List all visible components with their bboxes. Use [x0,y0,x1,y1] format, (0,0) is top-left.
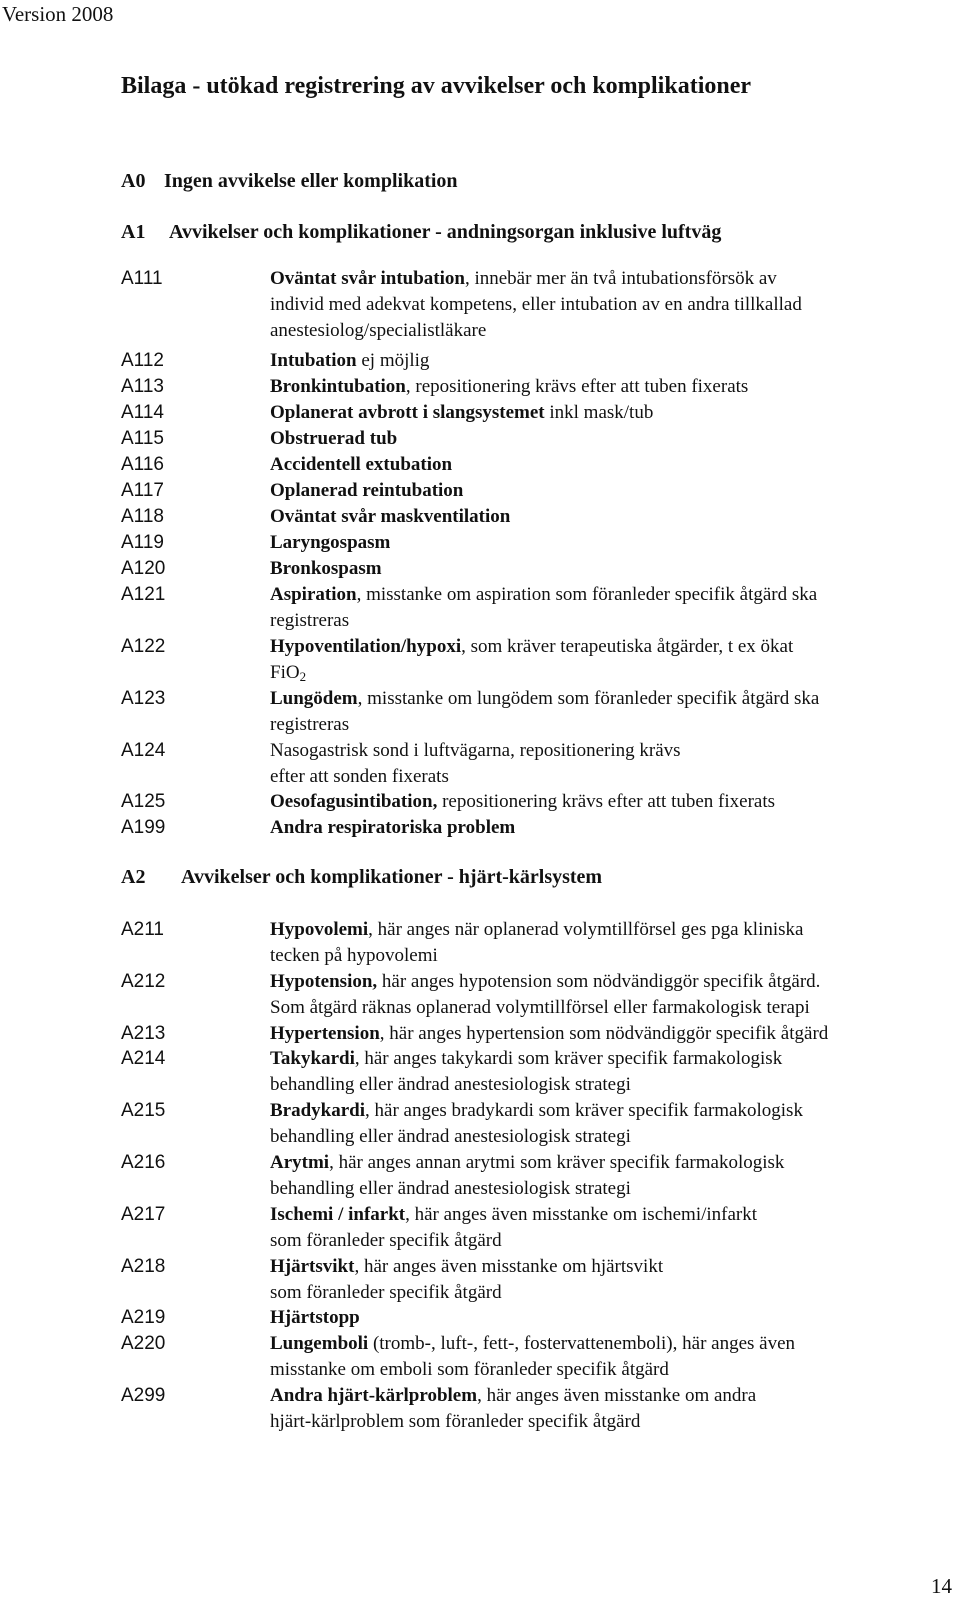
item-description [270,917,950,969]
item-continuation: registreras [270,714,350,735]
item-code: A218 [121,1256,166,1277]
item-description [270,1098,950,1150]
section-title: Avvikelser och komplikationer - hjärt-kärlsystem [181,866,603,888]
item-term: Hypovolemi [270,919,369,940]
item-description [270,1150,950,1202]
item-term: Oväntat svår intubation [270,268,465,289]
item-term: Obstruerad tub [270,428,398,449]
item-term: Hypertension [270,1023,380,1044]
item-term: Bradykardi [270,1100,366,1121]
document-version: Version 2008 [2,2,114,26]
item-code: A215 [121,1100,166,1121]
section-code: A1 [121,221,146,243]
item-continuation: hjärt-kärlproblem som föranleder specifik åtgärd [270,1411,641,1432]
item-description [270,348,950,374]
item-term: Accidentell extubation [270,454,453,475]
item-description [270,400,950,426]
item-code: A121 [121,584,166,605]
item-continuation: registreras [270,610,350,631]
item-description [270,478,950,504]
item-code: A123 [121,688,166,709]
item-code: A118 [121,506,164,527]
item-rest: inkl mask/tub [544,402,654,423]
item-description [270,1305,950,1331]
item-code: A120 [121,558,166,579]
item-description [270,1331,950,1383]
item-code: A115 [121,428,164,449]
item-code: A113 [121,376,164,397]
item-continuation: behandling eller ändrad anestesiologisk strategi [270,1178,631,1199]
item-code: A213 [121,1023,166,1044]
item-continuation: anestesiolog/specialistläkare [270,320,487,341]
item-term: Ischemi / infarkt [270,1204,406,1225]
item-term: Oväntat svår maskventilation [270,506,511,527]
item-continuation: tecken på hypovolemi [270,945,438,966]
page-title: Bilaga - utökad registrering av avvikelser och komplikationer [121,73,752,99]
item-description [270,452,950,478]
item-description [270,686,950,738]
item-term: Andra respiratoriska problem [270,817,516,838]
item-code: A214 [121,1048,166,1069]
item-continuation: behandling eller ändrad anestesiologisk strategi [270,1074,631,1095]
item-rest: , här anges bradykardi som kräver specifik farmakologisk [365,1100,803,1121]
item-code: A116 [121,454,164,475]
item-description [270,556,950,582]
item-code: A111 [121,268,163,289]
item-rest: , misstanke om lungödem som föranleder specifik åtgärd ska [357,688,820,709]
item-term: Laryngospasm [270,532,391,553]
item-continuation: efter att sonden fixerats [270,766,449,787]
item-code: A199 [121,817,166,838]
section-code: A0 [121,170,146,192]
item-rest: , innebär mer än två intubationsförsök av [464,268,777,289]
item-description [270,1383,950,1435]
item-term: Bronkospasm [270,558,382,579]
item-description [270,374,950,400]
item-code: A125 [121,791,166,812]
item-rest: , här anges även misstanke om hjärtsvikt [354,1256,664,1277]
item-code: A122 [121,636,166,657]
item-term: Takykardi [270,1048,355,1069]
item-code: A216 [121,1152,166,1173]
item-continuation: Som åtgärd räknas oplanerad volymtillförsel eller farmakologisk terapi [270,997,810,1018]
item-rest: ej möjlig [356,350,430,371]
item-rest: , här anges när oplanerad volymtillförsel ges pga kliniska [368,919,804,940]
item-rest: , repositionering krävs efter att tuben fixerats [405,376,749,397]
item-code: A217 [121,1204,166,1225]
item-description [270,738,950,790]
item-code: A117 [121,480,164,501]
item-term: Oesofagusintibation, [270,791,438,812]
item-description [270,426,950,452]
item-rest: här anges hypotension som nödvändiggör specifik åtgärd. [377,971,821,992]
item-continuation: misstanke om emboli som föranleder specifik åtgärd [270,1359,669,1380]
item-term: Intubation [270,350,357,371]
item-description [270,266,950,344]
item-code: A220 [121,1333,166,1354]
item-rest: , här anges även misstanke om andra [477,1385,757,1406]
item-continuation: individ med adekvat kompetens, eller intubation av en andra tillkallad [270,294,802,315]
item-description [270,634,950,690]
subscript: 2 [299,669,307,684]
item-description [270,815,950,841]
item-code: A119 [121,532,164,553]
item-rest: , här anges annan arytmi som kräver specifik farmakologisk [329,1152,785,1173]
item-rest: Nasogastrisk sond i luftvägarna, repositionering krävs [270,740,681,761]
item-code: A219 [121,1307,166,1328]
item-code: A299 [121,1385,166,1406]
item-rest: , här anges även misstanke om ischemi/infarkt [405,1204,758,1225]
item-term: Hjärtsvikt [270,1256,355,1277]
item-term: Andra hjärt-kärlproblem [270,1385,478,1406]
section-title: Ingen avvikelse eller komplikation [164,170,458,192]
item-continuation: som föranleder specifik åtgärd [270,1230,502,1251]
item-rest: , som kräver terapeutiska åtgärder, t ex ökat [461,636,794,657]
item-rest: (tromb-, luft-, fett-, fostervattenemboli), här anges även [368,1333,796,1354]
item-description [270,530,950,556]
item-description [270,504,950,530]
section-title: Avvikelser och komplikationer - andningsorgan inklusive luftväg [169,221,722,243]
item-term: Arytmi [270,1152,330,1173]
page-number: 14 [931,1574,952,1598]
item-rest: , här anges takykardi som kräver specifik farmakologisk [354,1048,783,1069]
item-rest: , här anges hypertension som nödvändiggör specifik åtgärd [379,1023,829,1044]
item-term: Hypotension, [270,971,378,992]
item-code: A212 [121,971,166,992]
item-rest: , misstanke om aspiration som föranleder specifik åtgärd ska [356,584,818,605]
item-rest: repositionering krävs efter att tuben fixerats [437,791,776,812]
item-code: A112 [121,350,164,371]
item-term: Hjärtstopp [270,1307,360,1328]
item-continuation: behandling eller ändrad anestesiologisk strategi [270,1126,631,1147]
item-code: A114 [121,402,164,423]
item-term: Aspiration [270,584,357,605]
item-term: Lungödem [270,688,358,709]
item-term: Oplanerad reintubation [270,480,464,501]
item-continuation: som föranleder specifik åtgärd [270,1282,502,1303]
item-code: A211 [121,919,164,940]
item-term: Hypoventilation/hypoxi [270,636,462,657]
item-description [270,969,950,1021]
item-code: A124 [121,740,166,761]
item-description [270,1021,950,1047]
item-continuation: FiO [270,662,300,683]
item-description [270,1254,950,1306]
item-term: Oplanerat avbrott i slangsystemet [270,402,545,423]
item-description [270,582,950,634]
item-description [270,789,950,815]
item-term: Bronkintubation [270,376,406,397]
item-description [270,1202,950,1254]
item-term: Lungemboli [270,1333,369,1354]
item-description [270,1046,950,1098]
section-code: A2 [121,866,146,888]
